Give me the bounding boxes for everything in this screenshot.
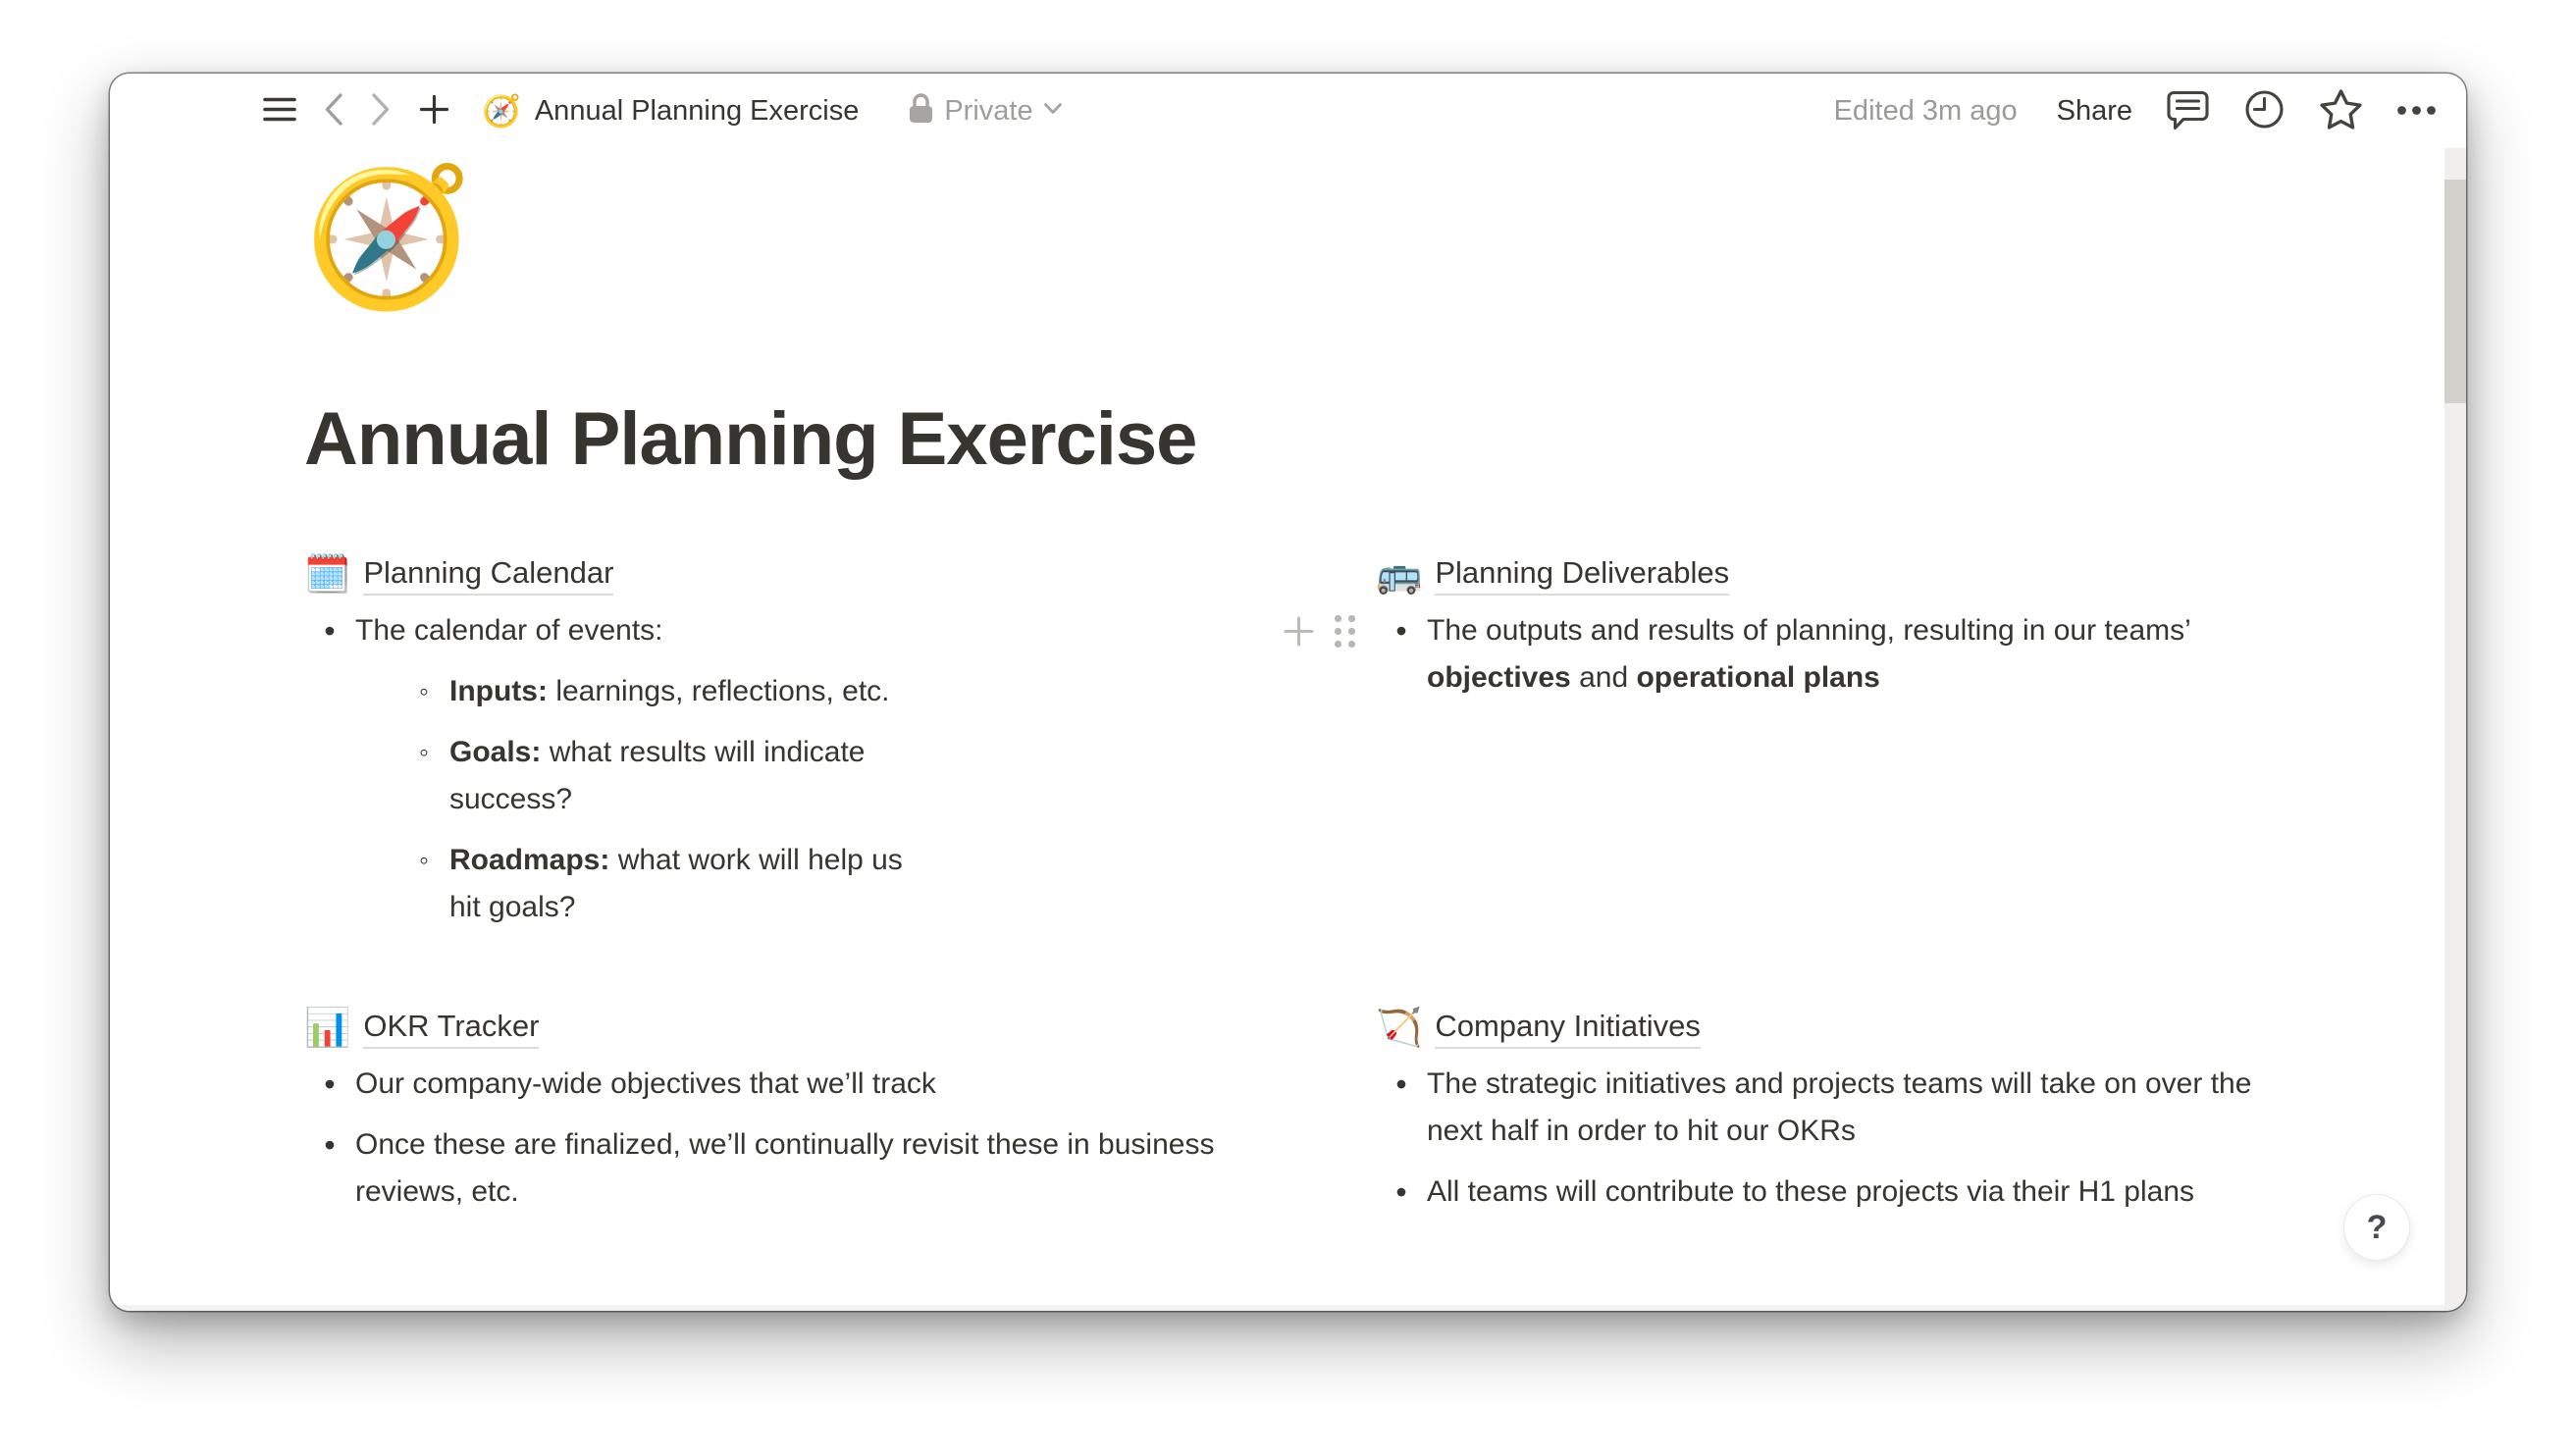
notion-window bbox=[110, 74, 2466, 1311]
bullet-marker-icon: • bbox=[1395, 1066, 1407, 1102]
scrollbar-track[interactable] bbox=[2444, 148, 2466, 1311]
forward-button[interactable] bbox=[370, 92, 393, 130]
sidebar-menu-button[interactable] bbox=[263, 96, 296, 126]
plus-icon bbox=[1282, 614, 1316, 651]
block-hover-controls bbox=[1282, 612, 1358, 653]
privacy-label: Private bbox=[944, 94, 1033, 127]
section-title: Planning Calendar bbox=[363, 555, 613, 596]
bullet-list bbox=[304, 607, 1331, 931]
chevron-right-icon bbox=[370, 92, 393, 130]
section-title: Planning Deliverables bbox=[1435, 555, 1729, 596]
comments-button[interactable] bbox=[2166, 88, 2210, 134]
more-options-button[interactable] bbox=[2396, 104, 2437, 119]
page-icon-compass[interactable]: 🧭 bbox=[304, 162, 473, 313]
add-block-button[interactable] bbox=[1282, 614, 1316, 651]
bullet-marker-icon: • bbox=[324, 1066, 336, 1102]
section-company-initiatives bbox=[1376, 1002, 2271, 1229]
back-button[interactable] bbox=[322, 92, 344, 130]
lock-icon bbox=[908, 92, 934, 130]
section-planning-deliverables bbox=[1376, 548, 2271, 945]
list-item-text: Once these are finalized, we’ll continually revisit these in business reviews, etc. bbox=[355, 1128, 1215, 1208]
bullet-marker-icon: • bbox=[1395, 613, 1407, 649]
next-block-peek bbox=[110, 1305, 2444, 1311]
breadcrumb-page[interactable] bbox=[482, 93, 859, 129]
list-item-text: The outputs and results of planning, resulting in our teams’ objectives and operational plans bbox=[1427, 614, 2190, 694]
list-item-text: The strategic initiatives and projects teams will take on over the next half in order to hit our OKRs bbox=[1427, 1067, 2252, 1147]
section-link-planning-deliverables[interactable] bbox=[1376, 548, 2271, 601]
list-item[interactable] bbox=[304, 607, 1331, 931]
okr-tracker-emoji-icon: 📊 bbox=[304, 1008, 351, 1049]
list-item-text: All teams will contribute to these projects via their H1 plans bbox=[1427, 1175, 2195, 1208]
bullet-marker-icon: • bbox=[324, 1127, 336, 1163]
comment-bubble-icon bbox=[2166, 88, 2210, 134]
toolbar-right-group bbox=[1834, 88, 2437, 134]
updates-button[interactable] bbox=[2243, 88, 2286, 133]
planning-calendar-emoji-icon: 🗓️ bbox=[304, 554, 351, 596]
bullet-list bbox=[1376, 1061, 2271, 1216]
list-item[interactable] bbox=[304, 1121, 1331, 1216]
drag-handle-icon bbox=[1332, 612, 1358, 653]
section-link-company-initiatives[interactable] bbox=[1376, 1002, 2271, 1055]
list-item[interactable] bbox=[1376, 1169, 2271, 1216]
list-item-text: Goals: what results will indicate success? bbox=[449, 736, 866, 815]
drag-handle[interactable] bbox=[1332, 612, 1358, 653]
list-item[interactable] bbox=[398, 668, 1331, 715]
sub-bullet-marker-icon: ◦ bbox=[419, 737, 429, 767]
bullet-marker-icon: • bbox=[324, 613, 336, 649]
share-button[interactable]: Share bbox=[2056, 94, 2132, 127]
bullet-marker-icon: • bbox=[1395, 1174, 1407, 1210]
favorite-button[interactable] bbox=[2319, 88, 2363, 133]
section-link-planning-calendar[interactable] bbox=[304, 548, 1331, 601]
compass-page-icon: 🧭 bbox=[482, 93, 521, 129]
scrollbar-thumb[interactable] bbox=[2444, 180, 2466, 403]
privacy-dropdown[interactable] bbox=[908, 92, 1062, 130]
bullet-list bbox=[304, 1061, 1331, 1216]
bullet-list bbox=[398, 668, 1331, 931]
breadcrumb-page-title: Annual Planning Exercise bbox=[534, 94, 860, 127]
sub-bullet-marker-icon: ◦ bbox=[419, 676, 429, 706]
page-title[interactable]: Annual Planning Exercise bbox=[304, 397, 1197, 481]
section-title: Company Initiatives bbox=[1435, 1009, 1701, 1049]
new-page-button[interactable] bbox=[418, 93, 450, 129]
list-item-text: The calendar of events: bbox=[355, 614, 663, 647]
section-planning-calendar bbox=[304, 548, 1331, 945]
planning-deliverables-emoji-icon: 🚌 bbox=[1376, 554, 1423, 596]
list-item[interactable] bbox=[398, 729, 1331, 823]
section-okr-tracker bbox=[304, 1002, 1331, 1229]
list-item-text: Our company-wide objectives that we’ll track bbox=[355, 1067, 936, 1100]
list-item[interactable] bbox=[1376, 607, 2271, 702]
sections-grid bbox=[304, 548, 2271, 1229]
list-item-text: Inputs: learnings, reflections, etc. bbox=[449, 675, 890, 707]
section-title: OKR Tracker bbox=[363, 1009, 539, 1049]
sub-bullet-marker-icon: ◦ bbox=[419, 845, 429, 875]
page-content bbox=[110, 148, 2466, 1311]
chevron-down-icon bbox=[1043, 102, 1063, 120]
list-item[interactable] bbox=[1376, 1061, 2271, 1155]
star-icon bbox=[2319, 88, 2363, 133]
list-item[interactable] bbox=[398, 837, 1331, 931]
section-link-okr-tracker[interactable] bbox=[304, 1002, 1331, 1055]
company-initiatives-emoji-icon: 🏹 bbox=[1376, 1008, 1423, 1049]
clock-icon bbox=[2243, 88, 2286, 133]
bullet-list bbox=[1376, 607, 2271, 702]
chevron-left-icon bbox=[322, 92, 344, 130]
list-item-text: Roadmaps: what work will help us hit goals? bbox=[449, 844, 903, 923]
hamburger-icon bbox=[263, 96, 296, 126]
ellipsis-icon bbox=[2396, 104, 2437, 119]
toolbar bbox=[110, 74, 2466, 148]
edited-timestamp: Edited 3m ago bbox=[1833, 94, 2018, 127]
list-item[interactable] bbox=[304, 1061, 1331, 1108]
plus-icon bbox=[418, 93, 450, 129]
help-button[interactable]: ? bbox=[2344, 1195, 2409, 1260]
toolbar-left-group bbox=[263, 92, 1063, 130]
